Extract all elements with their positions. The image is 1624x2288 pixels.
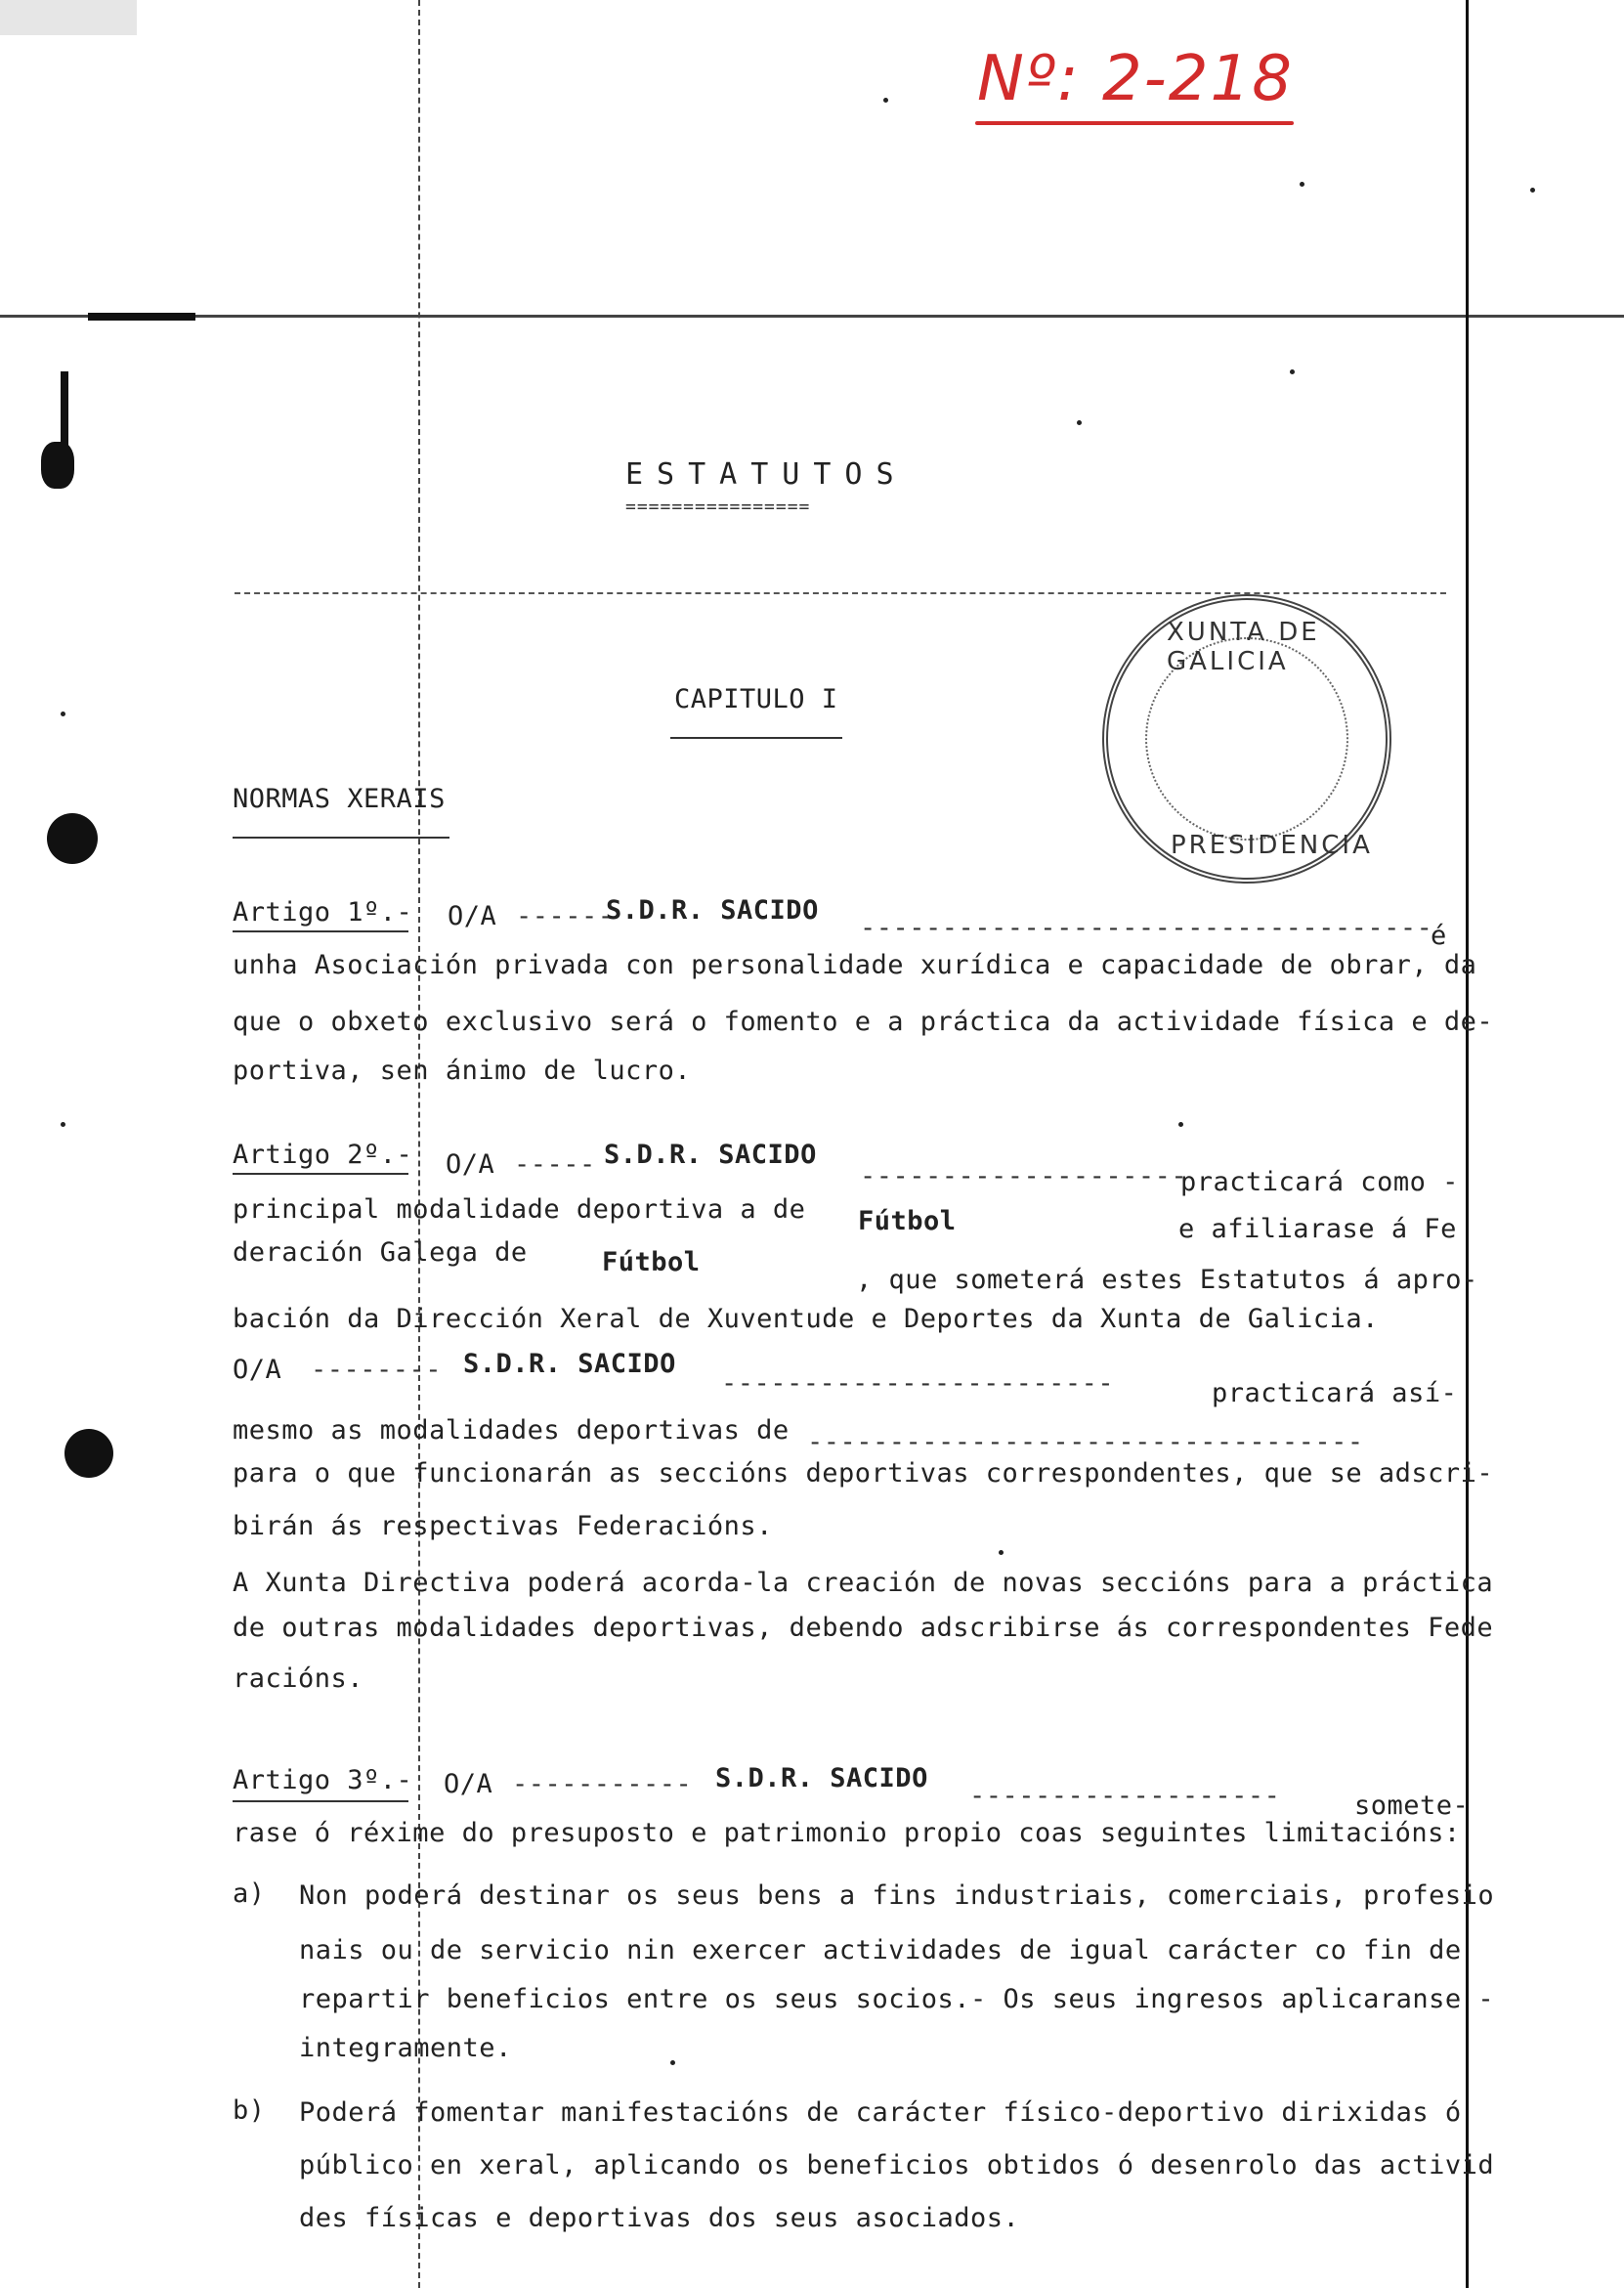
article-1-line-4: portiva, sen ánimo de lucro. — [233, 1056, 692, 1086]
document-number: Nº: 2-218 — [977, 43, 1294, 115]
speck — [61, 1122, 65, 1127]
article-3-item-b-line-2: público en xeral, aplicando os beneficios obtidos ó desenrolo das activid — [299, 2150, 1495, 2180]
article-2-line-4: bación da Dirección Xeral de Xuventude e Deportes da Xunta de Galicia. — [233, 1304, 1379, 1334]
article-2-line-7: para o que funcionarán as seccións deportivas correspondentes, que se adscri- — [233, 1458, 1494, 1489]
article-2-line-6: mesmo as modalidades deportivas de — [233, 1415, 790, 1446]
article-3-lead: O/A — [444, 1769, 493, 1799]
article-3-item-a-line-2: nais ou de servicio nin exercer actividades de igual carácter co fin de — [299, 1935, 1462, 1965]
speck — [1077, 420, 1082, 425]
speck — [1530, 188, 1535, 193]
speck — [883, 98, 888, 103]
chapter-underline — [670, 737, 842, 739]
article-3-item-a-line-3: repartir beneficios entre os seus socios.- Os seus ingresos aplicaranse - — [299, 1984, 1495, 2014]
article-3-item-b-marker: b) — [233, 2095, 266, 2126]
fold-mark — [88, 313, 195, 321]
article-2-line-5-lead: O/A — [233, 1355, 282, 1385]
article-3-line-2: rase ó réxime do presuposto e patrimonio propio coas seguintes limitacións: — [233, 1818, 1461, 1848]
article-2-line-2a: principal modalidade deportiva a de — [233, 1194, 806, 1225]
article-1-club-name: S.D.R. SACIDO — [606, 895, 819, 926]
fill-dashes: ------------------- — [969, 1781, 1281, 1811]
chapter-heading: CAPITULO I — [674, 684, 838, 714]
binder-mark — [61, 371, 68, 450]
speck — [1290, 369, 1295, 374]
fill-dashes: ----------- — [512, 1769, 693, 1799]
speck — [999, 1550, 1004, 1555]
article-2-line-9: A Xunta Directiva poderá acorda-la creación de novas seccións para a práctica — [233, 1568, 1494, 1598]
article-2-club-name: S.D.R. SACIDO — [604, 1140, 817, 1170]
right-edge-line — [1466, 0, 1469, 2288]
fill-dashes: -------- — [311, 1355, 443, 1385]
article-2-line-1-end: practicará como - — [1180, 1167, 1459, 1197]
speck — [1300, 182, 1304, 187]
article-3-item-a-line-1: Non poderá destinar os seus bens a fins industriais, comerciais, profesio — [299, 1880, 1495, 1911]
article-1-label: Artigo 1º.- — [233, 897, 413, 928]
article-3-club-name: S.D.R. SACIDO — [715, 1763, 928, 1793]
title-underline: ================ — [625, 496, 811, 517]
article-3-label-underline — [233, 1800, 408, 1802]
seal-bottom-text: PRESIDENCIA — [1171, 831, 1373, 860]
document-title: ESTATUTOS — [625, 457, 908, 492]
fold-line — [0, 315, 1624, 318]
seal-top-text: XUNTA DE GALICIA — [1167, 618, 1320, 676]
punch-hole — [64, 1429, 113, 1478]
punch-hole — [47, 813, 98, 864]
article-2-line-3a: deración Galega de — [233, 1237, 528, 1268]
speck — [670, 2060, 675, 2065]
article-3-item-a-line-4: integramente. — [299, 2033, 512, 2063]
article-2-label-underline — [233, 1173, 408, 1175]
article-3-item-a-marker: a) — [233, 1878, 266, 1909]
blank-modalities-field: ---------------------------------- — [807, 1427, 1364, 1457]
article-1-lead: O/A — [448, 901, 497, 931]
article-2-line-11: racións. — [233, 1663, 364, 1694]
article-3-line-1-end: somete- — [1354, 1791, 1470, 1821]
section-heading: NORMAS XERAIS — [233, 784, 446, 814]
fill-dashes: ------ — [516, 901, 615, 931]
article-2-lead: O/A — [446, 1149, 495, 1180]
punch-hole — [41, 442, 74, 489]
article-1-label-underline — [233, 930, 408, 932]
article-3-item-b-line-1: Poderá fomentar manifestacións de carácter físico-deportivo dirixidas ó — [299, 2097, 1462, 2128]
article-2-sport: Fútbol — [858, 1206, 957, 1236]
article-2-label: Artigo 2º.- — [233, 1140, 413, 1170]
article-2-club-name-2: S.D.R. SACIDO — [463, 1349, 676, 1379]
corner-shadow — [0, 0, 137, 35]
fill-dashes: ------------------------ — [721, 1368, 1115, 1399]
speck — [61, 712, 65, 716]
official-seal — [1102, 594, 1391, 884]
article-2-federation-sport: Fútbol — [602, 1247, 701, 1277]
speck — [1178, 1122, 1183, 1127]
fill-dashes: ----- — [514, 1149, 596, 1180]
article-2-line-2b: e afiliarase á Fe — [1178, 1214, 1457, 1244]
article-2-line-10: de outras modalidades deportivas, debendo adscribirse ás correspondentes Fede — [233, 1613, 1494, 1643]
fill-dashes: -------------------- — [860, 1161, 1188, 1191]
article-2-line-5-end: practicará así- — [1212, 1378, 1458, 1408]
document-number-underline — [975, 121, 1294, 125]
article-1-line-3: que o obxeto exclusivo será o fomento e a práctica da actividade física e de- — [233, 1007, 1494, 1037]
article-3-item-b-line-3: des físicas e deportivas dos seus asociados. — [299, 2203, 1020, 2233]
section-underline — [233, 837, 449, 839]
article-1-verb: é — [1431, 921, 1447, 951]
article-3-label: Artigo 3º.- — [233, 1765, 413, 1795]
article-1-line-2: unha Asociación privada con personalidade xurídica e capacidade de obrar, da — [233, 950, 1477, 980]
separator-line — [235, 592, 1446, 594]
article-2-line-3b: , que someterá estes Estatutos á apro- — [856, 1265, 1478, 1295]
article-2-line-8: birán ás respectivas Federacións. — [233, 1511, 773, 1541]
fill-dashes: ----------------------------------- — [860, 913, 1433, 943]
